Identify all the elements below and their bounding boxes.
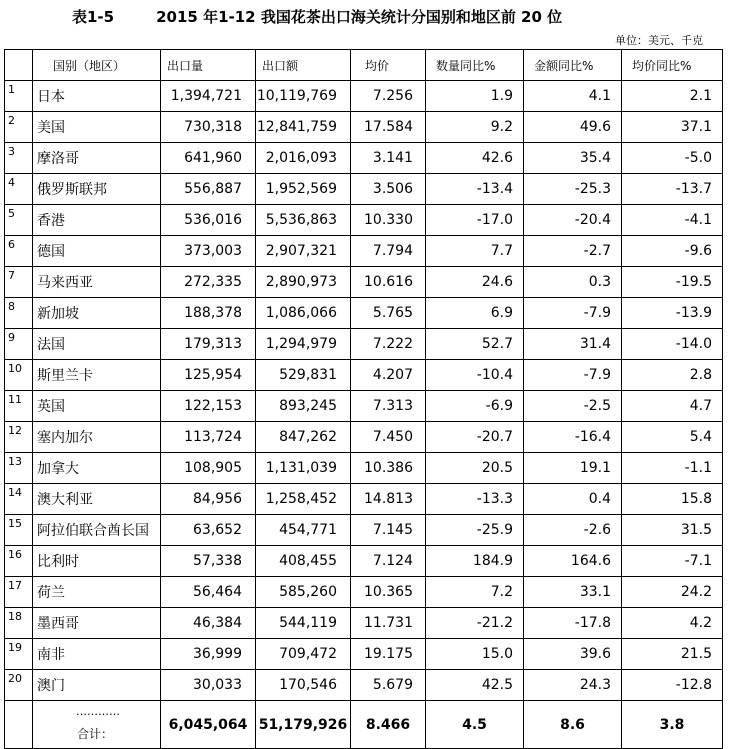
row-country: 澳大利亚 — [33, 484, 161, 515]
row-index: 5 — [5, 205, 33, 236]
row-price: 5.765 — [351, 298, 426, 329]
row-volume-yoy: -20.7 — [426, 422, 524, 453]
row-index: 13 — [5, 453, 33, 484]
row-value: 170,546 — [256, 670, 351, 701]
table-row — [5, 515, 723, 546]
row-country: 比利时 — [33, 546, 161, 577]
row-price: 7.256 — [351, 81, 426, 112]
total-value-yoy: 8.6 — [524, 701, 622, 749]
table-row — [5, 391, 723, 422]
row-country: 英国 — [33, 391, 161, 422]
row-price: 5.679 — [351, 670, 426, 701]
row-volume-yoy: 1.9 — [426, 81, 524, 112]
row-price-yoy: 24.2 — [622, 577, 723, 608]
row-price-yoy: -12.8 — [622, 670, 723, 701]
table-row — [5, 267, 723, 298]
table-row — [5, 236, 723, 267]
total-dots: ………… — [76, 704, 120, 718]
row-volume: 46,384 — [161, 608, 256, 639]
table-title — [72, 6, 562, 27]
total-volume: 6,045,064 — [161, 701, 256, 749]
row-volume-yoy: -21.2 — [426, 608, 524, 639]
row-volume: 125,954 — [161, 360, 256, 391]
row-volume-yoy: -13.4 — [426, 174, 524, 205]
row-value-yoy: -25.3 — [524, 174, 622, 205]
row-value: 10,119,769 — [256, 81, 351, 112]
row-index: 4 — [5, 174, 33, 205]
table-row — [5, 484, 723, 515]
row-volume-yoy: 42.5 — [426, 670, 524, 701]
row-price-yoy: 37.1 — [622, 112, 723, 143]
row-volume: 1,394,721 — [161, 81, 256, 112]
table-row — [5, 112, 723, 143]
row-price: 3.506 — [351, 174, 426, 205]
header-index — [5, 50, 33, 81]
total-index — [5, 701, 33, 749]
row-index: 20 — [5, 670, 33, 701]
row-volume-yoy: -13.3 — [426, 484, 524, 515]
row-volume: 108,905 — [161, 453, 256, 484]
row-value: 893,245 — [256, 391, 351, 422]
row-price: 4.207 — [351, 360, 426, 391]
row-country: 美国 — [33, 112, 161, 143]
row-volume-yoy: 52.7 — [426, 329, 524, 360]
row-index: 3 — [5, 143, 33, 174]
header-volume-yoy: 数量同比% — [426, 50, 524, 81]
row-index: 8 — [5, 298, 33, 329]
row-price: 10.616 — [351, 267, 426, 298]
row-price: 11.731 — [351, 608, 426, 639]
row-value: 408,455 — [256, 546, 351, 577]
row-volume-yoy: 42.6 — [426, 143, 524, 174]
total-value: 51,179,926 — [256, 701, 351, 749]
table-row — [5, 453, 723, 484]
header-value-yoy: 金额同比% — [524, 50, 622, 81]
row-volume: 373,003 — [161, 236, 256, 267]
row-volume-yoy: -25.9 — [426, 515, 524, 546]
row-volume: 84,956 — [161, 484, 256, 515]
row-price: 7.222 — [351, 329, 426, 360]
row-volume: 63,652 — [161, 515, 256, 546]
row-price-yoy: 4.7 — [622, 391, 723, 422]
row-value: 585,260 — [256, 577, 351, 608]
header-price-yoy: 均价同比% — [622, 50, 723, 81]
row-index: 12 — [5, 422, 33, 453]
row-value: 847,262 — [256, 422, 351, 453]
row-value-yoy: 24.3 — [524, 670, 622, 701]
row-value-yoy: 35.4 — [524, 143, 622, 174]
row-value: 12,841,759 — [256, 112, 351, 143]
header-row — [5, 50, 723, 81]
row-value: 1,258,452 — [256, 484, 351, 515]
row-volume-yoy: 184.9 — [426, 546, 524, 577]
table-row — [5, 670, 723, 701]
row-volume-yoy: 9.2 — [426, 112, 524, 143]
row-index: 11 — [5, 391, 33, 422]
row-index: 17 — [5, 577, 33, 608]
row-country: 塞内加尔 — [33, 422, 161, 453]
row-country: 德国 — [33, 236, 161, 267]
row-value: 454,771 — [256, 515, 351, 546]
table-row — [5, 329, 723, 360]
row-price: 7.145 — [351, 515, 426, 546]
row-country: 摩洛哥 — [33, 143, 161, 174]
total-price: 8.466 — [351, 701, 426, 749]
header-volume: 出口量 — [161, 50, 256, 81]
table-row — [5, 81, 723, 112]
row-price-yoy: -1.1 — [622, 453, 723, 484]
row-price: 7.794 — [351, 236, 426, 267]
row-volume: 556,887 — [161, 174, 256, 205]
row-price-yoy: 2.1 — [622, 81, 723, 112]
row-country: 香港 — [33, 205, 161, 236]
row-price-yoy: 31.5 — [622, 515, 723, 546]
row-volume: 122,153 — [161, 391, 256, 422]
table-row — [5, 608, 723, 639]
header-value: 出口额 — [256, 50, 351, 81]
total-row — [5, 701, 723, 749]
row-volume: 36,999 — [161, 639, 256, 670]
row-value-yoy: 31.4 — [524, 329, 622, 360]
row-price-yoy: -5.0 — [622, 143, 723, 174]
header-country: 国别（地区） — [33, 50, 161, 81]
row-value-yoy: 19.1 — [524, 453, 622, 484]
row-price: 17.584 — [351, 112, 426, 143]
row-country: 马来西亚 — [33, 267, 161, 298]
row-value-yoy: -7.9 — [524, 298, 622, 329]
row-country: 斯里兰卡 — [33, 360, 161, 391]
row-index: 10 — [5, 360, 33, 391]
row-volume: 536,016 — [161, 205, 256, 236]
row-country: 墨西哥 — [33, 608, 161, 639]
total-volume-yoy: 4.5 — [426, 701, 524, 749]
row-index: 9 — [5, 329, 33, 360]
row-country: 加拿大 — [33, 453, 161, 484]
table-row — [5, 174, 723, 205]
row-value-yoy: -2.5 — [524, 391, 622, 422]
row-price: 3.141 — [351, 143, 426, 174]
row-value-yoy: -2.7 — [524, 236, 622, 267]
row-index: 2 — [5, 112, 33, 143]
row-volume-yoy: -10.4 — [426, 360, 524, 391]
row-country: 法国 — [33, 329, 161, 360]
row-value: 2,907,321 — [256, 236, 351, 267]
row-price: 7.124 — [351, 546, 426, 577]
table-row — [5, 360, 723, 391]
row-volume: 730,318 — [161, 112, 256, 143]
row-index: 14 — [5, 484, 33, 515]
row-country: 日本 — [33, 81, 161, 112]
row-index: 6 — [5, 236, 33, 267]
row-index: 19 — [5, 639, 33, 670]
table-title-number: 表1-5 — [72, 8, 115, 26]
row-value-yoy: -17.8 — [524, 608, 622, 639]
row-value-yoy: 4.1 — [524, 81, 622, 112]
row-volume-yoy: 20.5 — [426, 453, 524, 484]
row-price-yoy: -13.7 — [622, 174, 723, 205]
row-value: 1,952,569 — [256, 174, 351, 205]
row-value: 1,131,039 — [256, 453, 351, 484]
row-price: 10.330 — [351, 205, 426, 236]
row-value: 2,016,093 — [256, 143, 351, 174]
row-volume: 57,338 — [161, 546, 256, 577]
row-value-yoy: -16.4 — [524, 422, 622, 453]
row-value-yoy: 33.1 — [524, 577, 622, 608]
row-index: 18 — [5, 608, 33, 639]
table-row — [5, 639, 723, 670]
total-label-cell — [33, 701, 161, 749]
row-price: 10.386 — [351, 453, 426, 484]
row-volume: 30,033 — [161, 670, 256, 701]
row-index: 15 — [5, 515, 33, 546]
row-price-yoy: -13.9 — [622, 298, 723, 329]
row-volume: 641,960 — [161, 143, 256, 174]
row-value: 1,086,066 — [256, 298, 351, 329]
row-index: 1 — [5, 81, 33, 112]
row-country: 南非 — [33, 639, 161, 670]
table-title-text: 2015 年1-12 我国花茶出口海关统计分国别和地区前 20 位 — [156, 8, 563, 26]
export-table — [4, 49, 723, 749]
row-volume: 113,724 — [161, 422, 256, 453]
row-price-yoy: 21.5 — [622, 639, 723, 670]
row-value-yoy: -20.4 — [524, 205, 622, 236]
table-row — [5, 298, 723, 329]
total-price-yoy: 3.8 — [622, 701, 723, 749]
table-row — [5, 205, 723, 236]
row-volume-yoy: 24.6 — [426, 267, 524, 298]
row-volume: 56,464 — [161, 577, 256, 608]
row-price: 10.365 — [351, 577, 426, 608]
table-row — [5, 546, 723, 577]
row-volume: 272,335 — [161, 267, 256, 298]
table-row — [5, 143, 723, 174]
row-volume-yoy: 6.9 — [426, 298, 524, 329]
table-row — [5, 422, 723, 453]
row-value: 5,536,863 — [256, 205, 351, 236]
row-volume-yoy: 7.7 — [426, 236, 524, 267]
row-value-yoy: 164.6 — [524, 546, 622, 577]
row-volume-yoy: -6.9 — [426, 391, 524, 422]
header-price: 均价 — [351, 50, 426, 81]
row-country: 俄罗斯联邦 — [33, 174, 161, 205]
total-label: 合计： — [77, 726, 114, 741]
row-price-yoy: -19.5 — [622, 267, 723, 298]
row-country: 澳门 — [33, 670, 161, 701]
row-value: 529,831 — [256, 360, 351, 391]
row-value-yoy: 39.6 — [524, 639, 622, 670]
row-price-yoy: -9.6 — [622, 236, 723, 267]
row-price-yoy: 15.8 — [622, 484, 723, 515]
row-volume: 188,378 — [161, 298, 256, 329]
row-volume-yoy: 7.2 — [426, 577, 524, 608]
row-price-yoy: -7.1 — [622, 546, 723, 577]
row-value: 709,472 — [256, 639, 351, 670]
row-volume-yoy: -17.0 — [426, 205, 524, 236]
row-price: 7.313 — [351, 391, 426, 422]
row-value-yoy: -2.6 — [524, 515, 622, 546]
row-price: 19.175 — [351, 639, 426, 670]
row-price-yoy: 5.4 — [622, 422, 723, 453]
row-index: 7 — [5, 267, 33, 298]
row-value: 2,890,973 — [256, 267, 351, 298]
row-country: 荷兰 — [33, 577, 161, 608]
row-value: 1,294,979 — [256, 329, 351, 360]
row-price-yoy: -4.1 — [622, 205, 723, 236]
row-volume: 179,313 — [161, 329, 256, 360]
row-value-yoy: 0.4 — [524, 484, 622, 515]
row-country: 阿拉伯联合酋长国 — [33, 515, 161, 546]
row-price: 7.450 — [351, 422, 426, 453]
row-value-yoy: -7.9 — [524, 360, 622, 391]
row-price: 14.813 — [351, 484, 426, 515]
row-country: 新加坡 — [33, 298, 161, 329]
row-value-yoy: 49.6 — [524, 112, 622, 143]
row-price-yoy: 4.2 — [622, 608, 723, 639]
unit-note: 单位：美元、千克 — [615, 34, 703, 47]
row-price-yoy: -14.0 — [622, 329, 723, 360]
row-index: 16 — [5, 546, 33, 577]
row-price-yoy: 2.8 — [622, 360, 723, 391]
table-row — [5, 577, 723, 608]
row-value-yoy: 0.3 — [524, 267, 622, 298]
row-value: 544,119 — [256, 608, 351, 639]
row-volume-yoy: 15.0 — [426, 639, 524, 670]
